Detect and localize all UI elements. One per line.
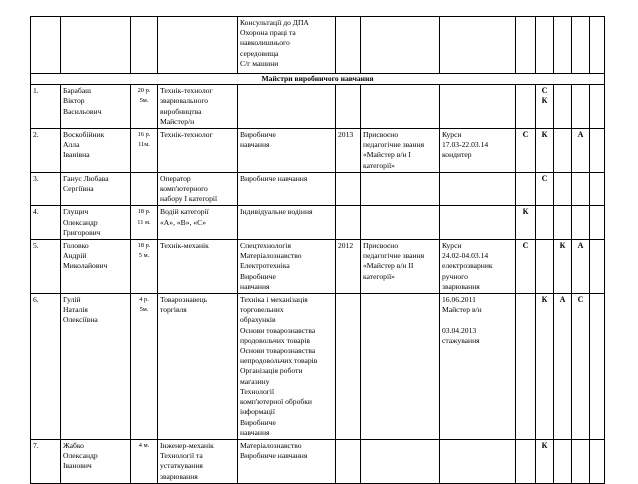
cell-line: 17.03-22.03.14 (442, 140, 489, 150)
cell-category (361, 172, 440, 206)
cell-name (61, 439, 131, 483)
cell-line: Іванівна (63, 150, 90, 160)
cell-line: торговельних (240, 305, 284, 315)
cell-line: 11м. (138, 141, 150, 149)
cell-line: педагогічне звання (363, 140, 425, 150)
rating-mark: С (541, 86, 548, 96)
cell-rating-2 (536, 206, 554, 240)
cell-empty (572, 17, 590, 74)
cell-category (361, 85, 440, 129)
table-row (31, 206, 605, 240)
cell-year (336, 294, 361, 440)
cell-year (336, 206, 361, 240)
cell-line: Присвоєно (363, 241, 399, 251)
cell-line: Олександр (63, 451, 98, 461)
cell-line: 5м. (139, 97, 149, 105)
cell-line: Ганус Любава (63, 173, 109, 183)
cell-rating-1: С (516, 129, 536, 173)
cell-rating-2 (536, 85, 554, 129)
cell-qualification (158, 172, 238, 206)
cell-line: Барабаш (63, 86, 91, 96)
cell-empty (590, 439, 605, 483)
cell-rating-4: А (572, 240, 590, 294)
cell-line: Олександр (63, 217, 98, 227)
cell-rating-4 (572, 85, 590, 129)
cell-rating-1 (516, 172, 536, 206)
cell-empty (554, 17, 572, 74)
cell-line: Водій категорії (160, 207, 209, 217)
cell-line: непродовольчих товарів (240, 356, 318, 366)
cell-experience (131, 206, 158, 240)
cell-year (336, 172, 361, 206)
cell-line: Матеріалознавство (240, 251, 302, 261)
cell-subjects (238, 439, 336, 483)
cell-empty (590, 17, 605, 74)
cell-line: Іванович (63, 461, 92, 471)
cell-empty (590, 240, 605, 294)
cell-experience (131, 172, 158, 206)
cell-empty (158, 17, 238, 74)
cell-subjects (238, 206, 336, 240)
table-row (31, 129, 605, 173)
cell-line: Технології та (160, 451, 203, 461)
cell-rating-3 (554, 172, 572, 206)
cell-rating-1: К (516, 206, 536, 240)
cell-rating-4 (572, 439, 590, 483)
cell-line: Основи товарознавства (240, 325, 316, 335)
cell-rating-1 (516, 85, 536, 129)
cell-line: Наталія (63, 305, 88, 315)
cell-rating-1: С (516, 240, 536, 294)
cell-line: Присвоєно (363, 130, 399, 140)
cell-line: Консультації до ДПА (240, 18, 309, 27)
cell-line: «А», «В», «С» (160, 217, 206, 227)
table-row-header (31, 17, 605, 74)
cell-qualification (158, 206, 238, 240)
cell-courses (440, 294, 516, 440)
cell-line: комп'ютерної обробки (240, 397, 312, 407)
cell-rating-4 (572, 206, 590, 240)
cell-line: Техніка і механізація (240, 295, 308, 305)
staff-table (30, 16, 605, 484)
cell-subjects (238, 294, 336, 440)
cell-experience (131, 240, 158, 294)
cell-empty (590, 206, 605, 240)
cell-rating-2: К (536, 439, 554, 483)
cell-line: Виробниче навчання (240, 451, 308, 461)
cell-line: набору І категорії (160, 194, 218, 204)
cell-line: категорії» (363, 271, 395, 281)
cell-year (336, 439, 361, 483)
cell-line: Виробниче (240, 130, 276, 140)
cell-line: електрозварник (442, 261, 493, 271)
cell-line: 03.04.2013 (442, 325, 477, 335)
cell-empty (440, 17, 516, 74)
cell-year: 2013 (336, 129, 361, 173)
cell-experience (131, 129, 158, 173)
cell-experience (131, 294, 158, 440)
cell-line: Організація роботи (240, 366, 303, 376)
cell-line: Спецтехнологія (240, 241, 292, 251)
cell-rating-4: А (572, 129, 590, 173)
cell-name (61, 172, 131, 206)
cell-line: Курси (442, 130, 462, 140)
cell-line: 5 м. (138, 252, 150, 260)
cell-line: стажування (442, 335, 480, 345)
cell-experience (131, 439, 158, 483)
cell-line: 18 р. (137, 208, 151, 216)
cell-line: Гулій (63, 295, 81, 305)
cell-line: педагогічне звання (363, 251, 425, 261)
cell-year (336, 85, 361, 129)
cell-line: обрахунків (240, 315, 276, 325)
cell-courses (440, 206, 516, 240)
cell-line: категорії» (363, 160, 395, 170)
cell-line: Андрій (63, 251, 87, 261)
cell-line: Технік-технолог (160, 130, 213, 140)
cell-line: Технік-механік (160, 241, 209, 251)
cell-courses (440, 172, 516, 206)
cell-empty (361, 17, 440, 74)
cell-line: навчання (240, 281, 270, 291)
cell-line: навчання (240, 427, 270, 437)
cell-courses (440, 439, 516, 483)
cell-number: 2. (31, 129, 61, 173)
cell-subjects (238, 129, 336, 173)
cell-line: Виробниче (240, 417, 276, 427)
cell-rating-1 (516, 294, 536, 440)
cell-line: Миколайович (63, 261, 108, 271)
cell-name (61, 129, 131, 173)
cell-line: кондитер (442, 150, 472, 160)
cell-line: 16.06.2011 (442, 295, 476, 305)
cell-empty (61, 17, 131, 74)
cell-line: зварювального (160, 96, 209, 106)
cell-line: Технології (240, 386, 275, 396)
cell-line: 16 р. (137, 131, 151, 139)
cell-rating-3: А (554, 294, 572, 440)
cell-line: Охорона праці та (240, 28, 296, 38)
cell-number: 1. (31, 85, 61, 129)
cell-line: зварювання (160, 471, 198, 481)
cell-line: Віктор (63, 96, 85, 106)
cell-qualification (158, 129, 238, 173)
cell-line: 24.02-04.03.14 (442, 251, 489, 261)
cell-line: Індивідуальне водіння (240, 207, 313, 217)
cell-line: С/г машини (240, 58, 279, 68)
cell-subjects (238, 172, 336, 206)
cell-rating-3: К (554, 240, 572, 294)
cell-empty (590, 294, 605, 440)
cell-courses (440, 240, 516, 294)
cell-line: 20 р. (137, 87, 151, 95)
cell-courses (440, 85, 516, 129)
cell-line: Сергіївна (63, 184, 94, 194)
cell-line: комп'ютерного (160, 184, 208, 194)
cell-line: Глущич (63, 207, 89, 217)
cell-line: Оператор (160, 173, 191, 183)
cell-name (61, 85, 131, 129)
cell-line: Матеріалознавство (240, 440, 302, 450)
cell-line: продовольчих товарів (240, 335, 310, 345)
cell-line: навколишнього (240, 38, 290, 48)
cell-line: Курси (442, 241, 462, 251)
table-row (31, 172, 605, 206)
cell-empty (590, 85, 605, 129)
cell-line: Технік-технолог (160, 86, 213, 96)
cell-experience (131, 85, 158, 129)
cell-rating-4 (572, 172, 590, 206)
cell-empty (131, 17, 158, 74)
cell-rating-3 (554, 206, 572, 240)
cell-line: Електротехніка (240, 261, 290, 271)
cell-line: 18 р. (137, 242, 151, 250)
cell-rating-2: С (536, 172, 554, 206)
cell-line: Олексіївна (63, 315, 98, 325)
cell-topics (238, 17, 336, 74)
section-header-row (31, 74, 605, 85)
cell-line: Алла (63, 140, 80, 150)
cell-category (361, 240, 440, 294)
cell-line: 11 м. (137, 218, 151, 226)
cell-qualification (158, 439, 238, 483)
cell-empty (590, 129, 605, 173)
cell-line: 4 м. (138, 441, 150, 449)
cell-name (61, 294, 131, 440)
rating-mark: К (541, 96, 548, 106)
cell-line: «Майстер в/н І (363, 150, 411, 160)
cell-line: Виробниче (240, 271, 276, 281)
cell-line: Основи товарознавства (240, 346, 316, 356)
cell-name (61, 240, 131, 294)
cell-line: «Майстер в/н ІІ (363, 261, 414, 271)
cell-subjects (238, 85, 336, 129)
cell-line: магазину (240, 376, 270, 386)
cell-empty (590, 172, 605, 206)
cell-rating-2: К (536, 129, 554, 173)
cell-empty (516, 17, 536, 74)
cell-rating-3 (554, 129, 572, 173)
cell-line: торгівля (160, 305, 187, 315)
cell-rating-1 (516, 439, 536, 483)
cell-year: 2012 (336, 240, 361, 294)
cell-name (61, 206, 131, 240)
cell-empty (536, 17, 554, 74)
cell-number: 5. (31, 240, 61, 294)
cell-number: 4. (31, 206, 61, 240)
cell-line: Інженер-механік (160, 440, 214, 450)
cell-line: Воскобійник (63, 130, 105, 140)
cell-subjects (238, 240, 336, 294)
cell-line: 5м. (139, 306, 149, 314)
cell-line: Майстер в/н (442, 305, 482, 315)
cell-rating-3 (554, 85, 572, 129)
cell-line: устаткування (160, 461, 203, 471)
cell-qualification (158, 85, 238, 129)
cell-qualification (158, 294, 238, 440)
table-row (31, 439, 605, 483)
cell-line (442, 315, 513, 325)
cell-line: зварювання (442, 281, 480, 291)
cell-category (361, 206, 440, 240)
cell-line: інформації (240, 407, 275, 417)
cell-line: 4 р. (139, 296, 149, 304)
table-row (31, 240, 605, 294)
cell-line: навчання (240, 140, 270, 150)
section-title: Майстри виробничого навчання (31, 74, 605, 85)
cell-rating-2 (536, 240, 554, 294)
cell-number: 3. (31, 172, 61, 206)
table-row (31, 294, 605, 440)
cell-category (361, 294, 440, 440)
cell-rating-2: К (536, 294, 554, 440)
cell-category (361, 129, 440, 173)
cell-category (361, 439, 440, 483)
table-body (31, 17, 605, 484)
cell-line: Товарознавець (160, 295, 208, 305)
cell-number: 6. (31, 294, 61, 440)
cell-number: 7. (31, 439, 61, 483)
cell-line: виробництва (160, 106, 202, 116)
table-row (31, 85, 605, 129)
cell-qualification (158, 240, 238, 294)
cell-empty (31, 17, 61, 74)
cell-empty (336, 17, 361, 74)
cell-line: середовища (240, 48, 279, 58)
cell-line: Майстер/н (160, 116, 195, 126)
cell-line: Жабко (63, 440, 84, 450)
cell-line: Васильович (63, 106, 102, 116)
cell-line: ручного (442, 271, 468, 281)
cell-rating-4: С (572, 294, 590, 440)
cell-line: Виробниче навчання (240, 173, 308, 183)
cell-line: Григорович (63, 227, 101, 237)
cell-courses (440, 129, 516, 173)
cell-rating-3 (554, 439, 572, 483)
cell-line: Головко (63, 241, 89, 251)
